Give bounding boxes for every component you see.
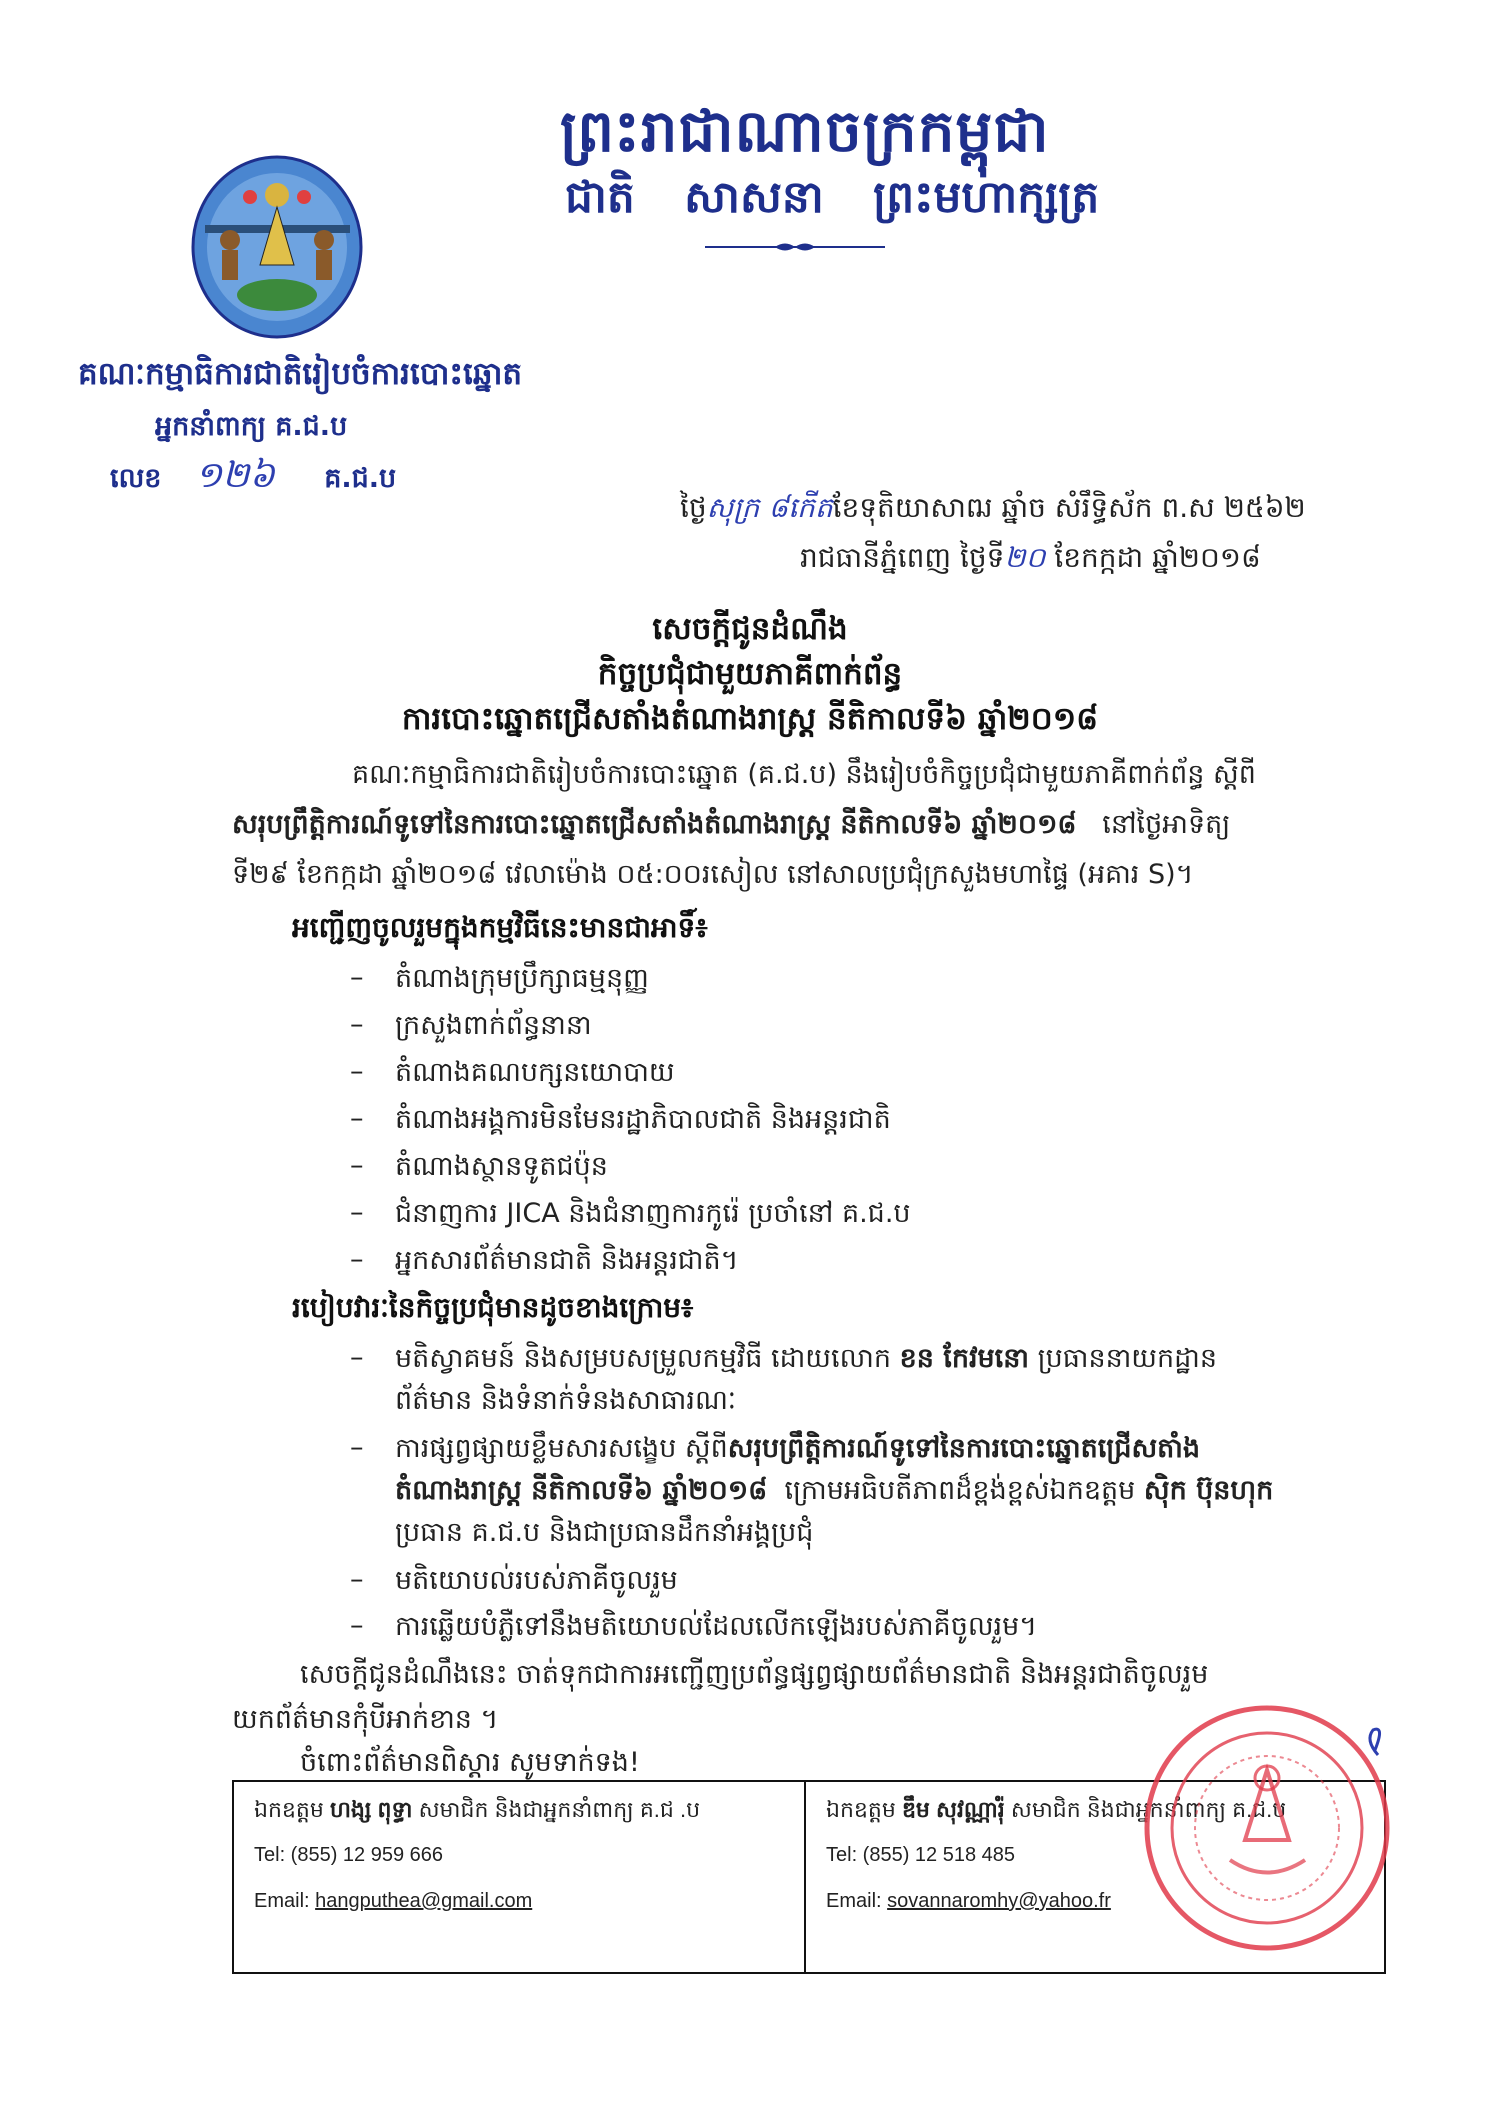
contact-prefix: ឯកឧត្តម (254, 1797, 324, 1822)
contact-email-link[interactable]: sovannaromhy@yahoo.fr (887, 1890, 1111, 1912)
agenda-item: – ការផ្សព្វផ្សាយខ្លឹមសារសង្ខេប ស្តីពីសរុបព្រឹត្តិការណ៍ទូទៅនៃការបោះឆ្នោតជ្រើសតាំង (350, 1432, 1201, 1464)
notice-title: សេចក្តីជូនដំណឹង (652, 611, 848, 647)
solar-prefix: រាជធានីភ្នំពេញ ថ្ងៃទី (800, 541, 1005, 574)
agenda-subject-bold: សរុបព្រឹត្តិការណ៍ទូទៅនៃការបោះឆ្នោតជ្រើសតាំង (727, 1433, 1201, 1464)
contact-email-line (826, 1890, 1111, 1913)
intro-line-3: ទី២៩ ខែកក្កដា ឆ្នាំ២០១៨ វេលាម៉ោង ០៥:០០រសៀល នៅសាលប្រជុំក្រសួងមហាផ្ទៃ (អគារ S)។ (232, 859, 1194, 890)
agenda-name-bold: ស៊ិក ប៊ុនហុក (1143, 1475, 1274, 1506)
solar-rest: ខែកក្កដា ឆ្នាំ២០១៨ (1054, 541, 1261, 574)
intro-line-1: គណៈកម្មាធិការជាតិរៀបចំការបោះឆ្នោត (គ.ជ.ប) នឹងរៀបចំកិច្ចប្រជុំជាមួយភាគីពាក់ព័ន្ធ ស្តីពី (352, 759, 1256, 790)
contact-role: សមាជិក និងជាអ្នកនាំពាក្យ គ.ជ.ប (1010, 1797, 1287, 1822)
agenda-text: ប្រធាននាយកដ្ឋាន (1037, 1343, 1217, 1374)
solar-date (800, 540, 1261, 581)
lunar-handwritten: សុក្រ ៨កើត (706, 491, 833, 524)
national-motto: ជាតិ សាសនា ព្រះមហាក្សត្រ (565, 172, 1100, 223)
invitee-text: តំណាងក្រុមប្រឹក្សាធម្មនុញ្ញ (395, 963, 649, 994)
invitee-text: តំណាងគណបក្សនយោបាយ (395, 1057, 675, 1088)
invitee-item: – តំណាងគណបក្សនយោបាយ (350, 1056, 675, 1088)
email-label: Email: (826, 1890, 888, 1912)
invitee-text: ជំនាញការ JICA និងជំនាញការកូរ៉េ ប្រចាំនៅ គ.ជ.ប (395, 1198, 911, 1229)
kingdom-heading: ព្រះរាជាណាចក្រកម្ពុជា (560, 97, 1050, 165)
intro-line-2-rest: នៅថ្ងៃអាទិត្យ (1102, 809, 1231, 840)
agenda-name-bold: ខន កែវមនោ (899, 1343, 1029, 1374)
agenda-text: ការឆ្លើយបំភ្លឺទៅនឹងមតិយោបល់ដែលលើកឡើងរបស់ភាគីចូលរួម។ (395, 1611, 1038, 1642)
agenda-item-cont: ប្រធាន គ.ជ.ប និងជាប្រធានដឹកនាំអង្គប្រជុំ (395, 1517, 814, 1548)
contact-phone: Tel: (855) 12 959 666 (254, 1844, 444, 1866)
closing-line-3: ចំពោះព័ត៌មានពិស្តារ សូមទាក់ទង! (300, 1747, 640, 1778)
reference-number-line (110, 452, 396, 505)
lunar-rest: ខែទុតិយាសាឍ ឆ្នាំច សំរឹទ្ធិស័ក ព.ស ២៥៦២ (832, 491, 1306, 524)
agenda-item: – ការឆ្លើយបំភ្លឺទៅនឹងមតិយោបល់ដែលលើកឡើងរបស់ភាគីចូលរួម។ (350, 1610, 1038, 1642)
ref-suffix: គ.ជ.ប (324, 463, 397, 494)
contact-role: សមាជិក និងជាអ្នកនាំពាក្យ គ.ជ .ប (418, 1797, 701, 1822)
closing-line-1: សេចក្តីជូនដំណឹងនេះ ចាត់ទុកជាការអញ្ជើញប្រព័ន្ធផ្សព្វផ្សាយព័ត៌មានជាតិ និងអន្តរជាតិចូលរួម (300, 1659, 1209, 1690)
intro-line-2 (232, 800, 1402, 850)
agenda-subject-bold: តំណាងរាស្ត្រ នីតិកាលទី៦ ឆ្នាំ២០១៨ (395, 1475, 768, 1506)
nec-emblem-logo (190, 155, 365, 340)
ref-label: លេខ (110, 463, 162, 494)
contact-name: ឌឹម សុវណ្ណារ៉ុំ (901, 1797, 1005, 1822)
contact-phone: Tel: (855) 12 518 485 (826, 1844, 1016, 1866)
email-label: Email: (254, 1890, 316, 1912)
agenda-text: មតិស្វាគមន៍ និងសម្របសម្រួលកម្មវិធី ដោយលោក (395, 1343, 891, 1374)
invitee-text: តំណាងអង្គការមិនមែនរដ្ឋាភិបាលជាតិ និងអន្តរជាតិ (395, 1104, 891, 1135)
contact-email-link[interactable]: hangputhea@gmail.com (315, 1890, 533, 1912)
contact-name: ហង្ស ពុទ្ធា (329, 1797, 413, 1822)
agenda-text: ការផ្សព្វផ្សាយខ្លឹមសារសង្ខេប ស្តីពី (395, 1433, 728, 1464)
invitee-item: – តំណាងស្ថានទូតជប៉ុន (350, 1150, 608, 1182)
invitee-text: តំណាងស្ថានទូតជប៉ុន (395, 1151, 608, 1182)
notice-subject: ការបោះឆ្នោតជ្រើសតាំងតំណាងរាស្ត្រ នីតិកាលទី៦ ឆ្នាំ២០១៨ (401, 701, 1099, 737)
notice-subtitle: កិច្ចប្រជុំជាមួយភាគីពាក់ព័ន្ធ (597, 656, 903, 692)
agenda-item: – មតិស្វាគមន៍ និងសម្របសម្រួលកម្មវិធី ដោយលោក ខន កែវមនោ ប្រធាននាយកដ្ឋាន (350, 1342, 1217, 1374)
invitee-item: – តំណាងអង្គការមិនមែនរដ្ឋាភិបាលជាតិ និងអន្តរជាតិ (350, 1103, 891, 1135)
invitee-text: ក្រសួងពាក់ព័ន្ធនានា (395, 1010, 592, 1041)
contact-email-line (254, 1890, 532, 1913)
closing-line-2: យកព័ត៌មានកុំបីអាក់ខាន ។ (232, 1704, 499, 1735)
invitee-text: អ្នកសារព័ត៌មានជាតិ និងអន្តរជាតិ។ (395, 1245, 739, 1276)
intro-subject-bold: សរុបព្រឹត្តិការណ៍ទូទៅនៃការបោះឆ្នោតជ្រើសតាំងតំណាងរាស្ត្រ នីតិកាលទី៦ ឆ្នាំ២០១៨ (232, 809, 1077, 840)
invitee-item: – ក្រសួងពាក់ព័ន្ធនានា (350, 1009, 592, 1041)
contact-cell (234, 1782, 806, 1972)
invitees-heading: អញ្ជើញចូលរួមក្នុងកម្មវិធីនេះមានជាអាទិ៍៖ (292, 911, 708, 944)
contact-prefix: ឯកឧត្តម (826, 1797, 896, 1822)
sender-agency: គណៈកម្មាធិការជាតិរៀបចំការបោះឆ្នោត (78, 356, 523, 392)
lunar-date (680, 490, 1306, 531)
sender-spokesperson: អ្នកនាំពាក្យ គ.ជ.ប (155, 411, 348, 442)
invitee-item: – អ្នកសារព័ត៌មានជាតិ និងអន្តរជាតិ។ (350, 1244, 739, 1276)
invitee-item: – តំណាងក្រុមប្រឹក្សាធម្មនុញ្ញ (350, 962, 649, 994)
ref-number: ១២៦ (194, 455, 275, 496)
agenda-item-cont (395, 1474, 1273, 1513)
contact-name-line (254, 1796, 700, 1828)
official-seal-stamp (1135, 1700, 1400, 1955)
lunar-prefix: ថ្ងៃ (680, 491, 707, 524)
agenda-item: – មតិយោបល់របស់ភាគីចូលរួម (350, 1564, 678, 1596)
agenda-text: ក្រោមអធិបតីភាពដ៏ខ្ពង់ខ្ពស់ឯកឧត្តម (784, 1475, 1136, 1506)
solar-handwritten: ២០ (1004, 541, 1046, 574)
ornament-divider (705, 240, 885, 254)
agenda-text: មតិយោបល់របស់ភាគីចូលរួម (395, 1565, 678, 1596)
invitee-item: – ជំនាញការ JICA និងជំនាញការកូរ៉េ ប្រចាំនៅ គ.ជ.ប (350, 1197, 911, 1229)
agenda-item-cont: ព័ត៌មាន និងទំនាក់ទំនងសាធារណៈ (395, 1385, 737, 1416)
agenda-heading: របៀបវារៈនៃកិច្ចប្រជុំមានដូចខាងក្រោម៖ (292, 1291, 694, 1324)
